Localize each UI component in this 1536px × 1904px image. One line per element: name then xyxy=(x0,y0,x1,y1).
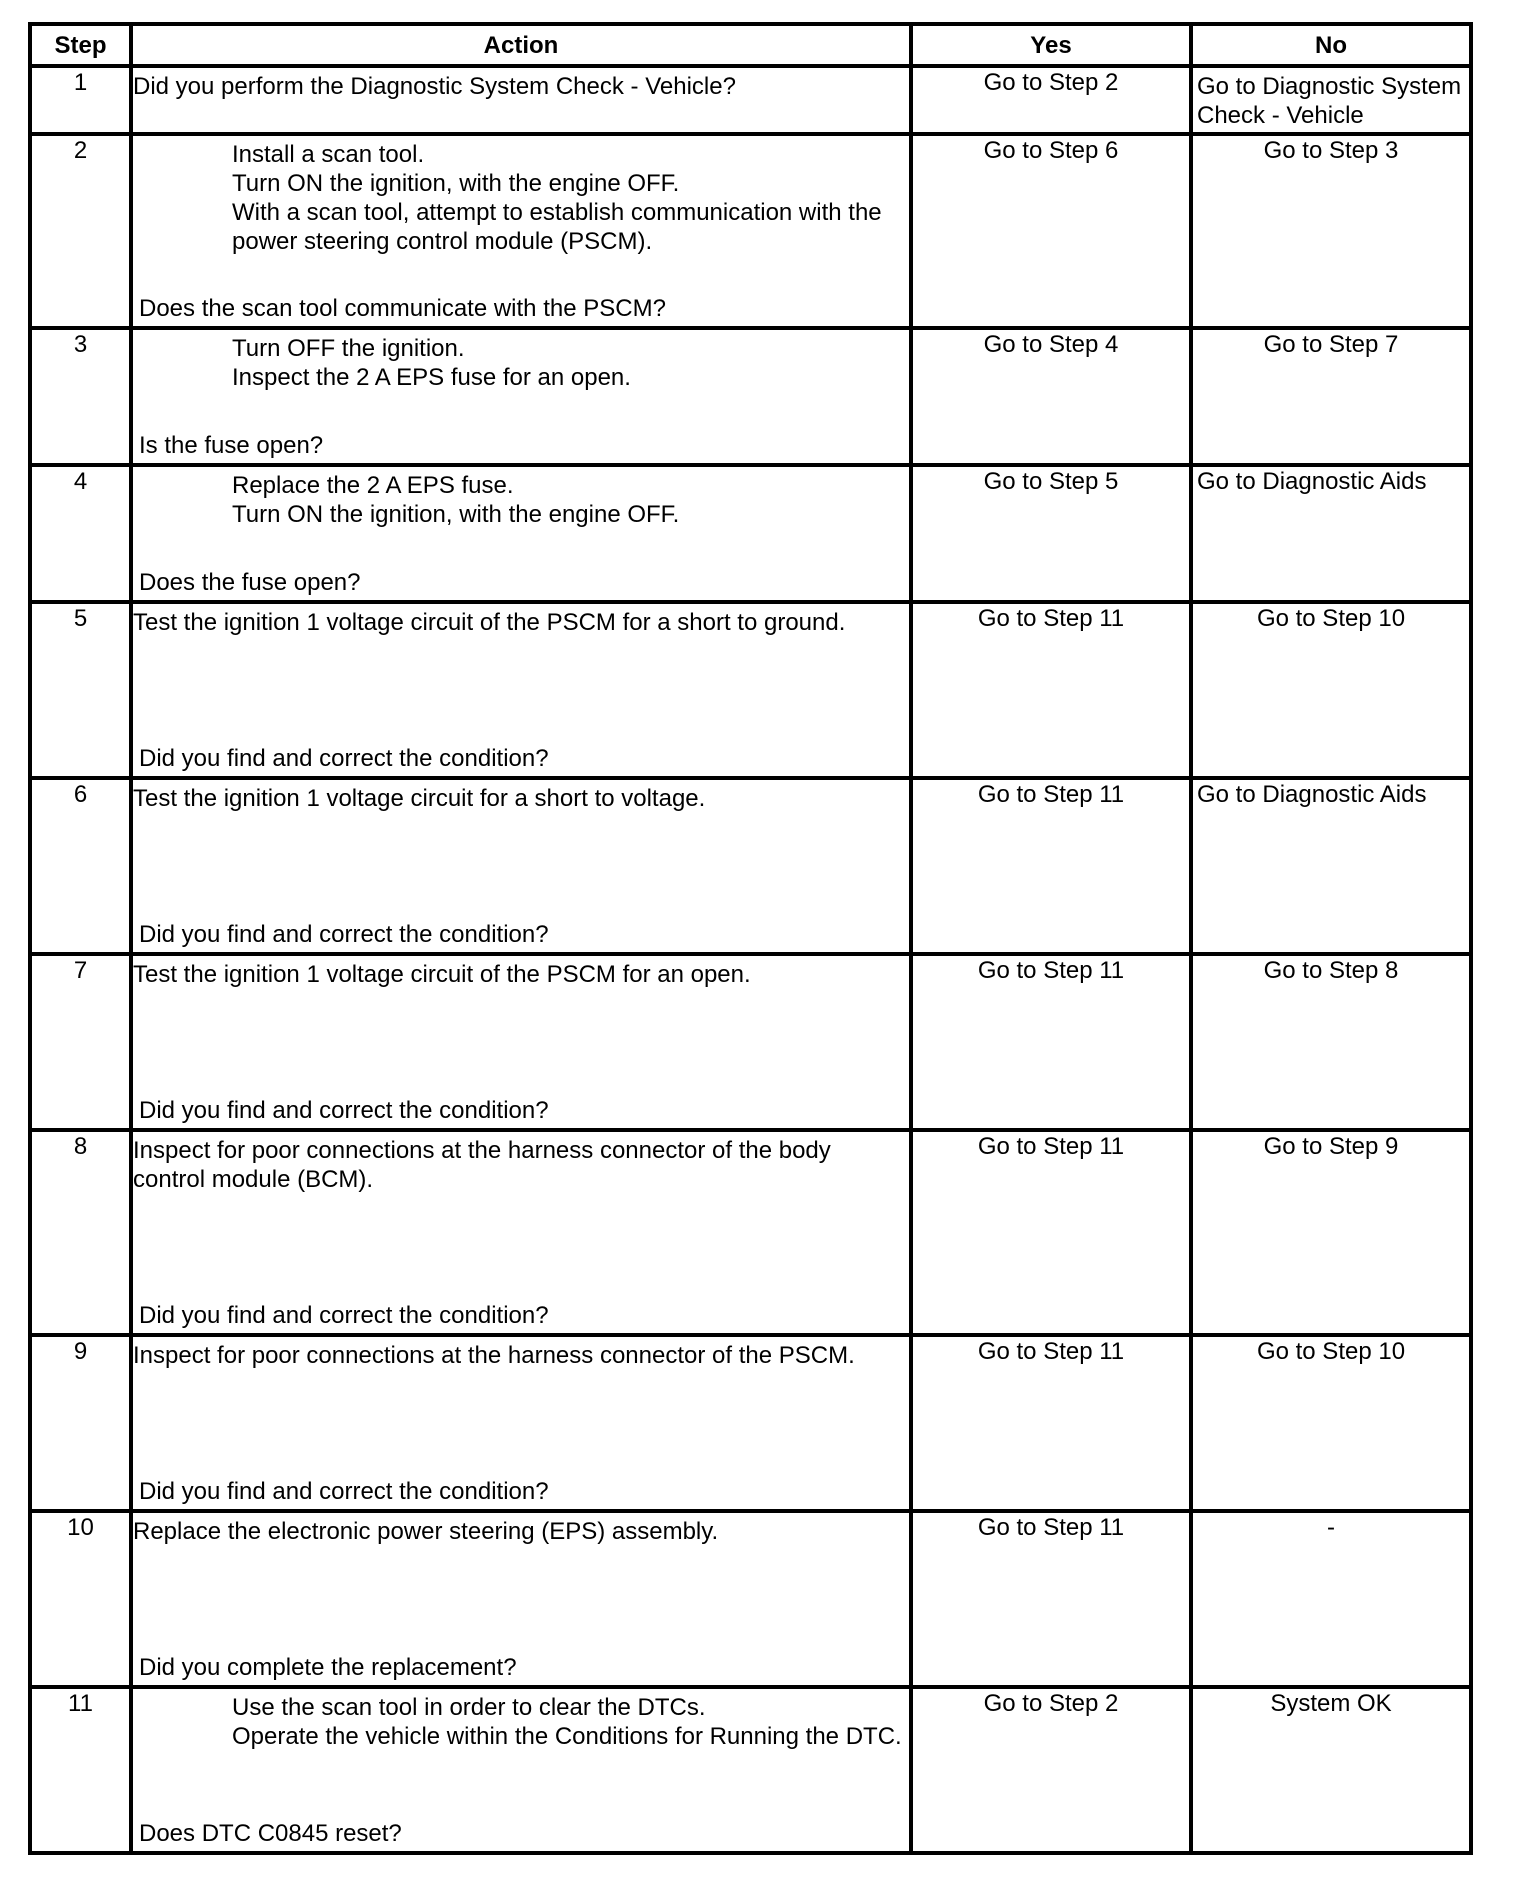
yes-result: Go to Step 11 xyxy=(911,1511,1191,1687)
step-number: 5 xyxy=(30,602,131,778)
no-result: Go to Step 3 xyxy=(1191,134,1471,328)
no-result: Go to Step 9 xyxy=(1191,1130,1471,1335)
action-text: Test the ignition 1 voltage circuit of the PSCM for an open. xyxy=(133,961,751,988)
yes-result: Go to Step 11 xyxy=(911,1335,1191,1511)
step-number: 7 xyxy=(30,954,131,1130)
action-substep: Turn OFF the ignition. xyxy=(232,335,465,362)
table-row xyxy=(30,328,1471,465)
action-text: Test the ignition 1 voltage circuit for a short to voltage. xyxy=(133,785,706,812)
yes-result: Go to Step 11 xyxy=(911,1130,1191,1335)
action-question: Did you find and correct the condition? xyxy=(139,921,549,948)
action-question: Did you find and correct the condition? xyxy=(139,745,549,772)
action-cell xyxy=(131,1511,911,1687)
action-substep: With a scan tool, attempt to establish communication with the power steering control module (PSCM). xyxy=(232,199,882,255)
table-row xyxy=(30,1511,1471,1687)
yes-result: Go to Step 5 xyxy=(911,465,1191,602)
action-substep: Inspect the 2 A EPS fuse for an open. xyxy=(232,364,631,391)
action-cell xyxy=(131,465,911,602)
no-result: Go to Diagnostic System Check - Vehicle xyxy=(1191,66,1471,134)
table-row xyxy=(30,1687,1471,1853)
no-result: System OK xyxy=(1191,1687,1471,1853)
step-number: 10 xyxy=(30,1511,131,1687)
table-row xyxy=(30,602,1471,778)
yes-result: Go to Step 4 xyxy=(911,328,1191,465)
action-question: Did you find and correct the condition? xyxy=(139,1097,549,1124)
step-number: 6 xyxy=(30,778,131,954)
action-cell xyxy=(131,602,911,778)
action-text: Inspect for poor connections at the harness connector of the PSCM. xyxy=(133,1342,855,1369)
yes-result: Go to Step 2 xyxy=(911,1687,1191,1853)
action-substep: Install a scan tool. xyxy=(232,141,425,168)
action-cell xyxy=(131,134,911,328)
no-result: Go to Step 8 xyxy=(1191,954,1471,1130)
step-number: 9 xyxy=(30,1335,131,1511)
step-number: 8 xyxy=(30,1130,131,1335)
action-substep: Turn ON the ignition, with the engine OFF. xyxy=(232,501,680,528)
table-row xyxy=(30,134,1471,328)
action-cell xyxy=(131,954,911,1130)
step-number: 4 xyxy=(30,465,131,602)
table-row xyxy=(30,66,1471,134)
table-row xyxy=(30,1335,1471,1511)
no-result: Go to Step 7 xyxy=(1191,328,1471,465)
action-cell xyxy=(131,778,911,954)
action-question: Is the fuse open? xyxy=(139,432,324,459)
action-cell xyxy=(131,1335,911,1511)
action-text: Test the ignition 1 voltage circuit of the PSCM for a short to ground. xyxy=(133,609,846,636)
action-cell xyxy=(131,1130,911,1335)
action-cell xyxy=(131,1687,911,1853)
action-substep: Operate the vehicle within the Conditions for Running the DTC. xyxy=(232,1723,902,1750)
action-question: Does the fuse open? xyxy=(139,569,361,596)
table-row xyxy=(30,1130,1471,1335)
action-question: Did you find and correct the condition? xyxy=(139,1302,549,1329)
action-question: Does DTC C0845 reset? xyxy=(139,1820,402,1847)
table-row xyxy=(30,465,1471,602)
step-number: 11 xyxy=(30,1687,131,1853)
table-row xyxy=(30,778,1471,954)
action-text: Did you perform the Diagnostic System Check - Vehicle? xyxy=(133,73,736,100)
action-text: Replace the electronic power steering (EPS) assembly. xyxy=(133,1518,719,1545)
step-number: 1 xyxy=(30,66,131,134)
action-substep: Turn ON the ignition, with the engine OFF. xyxy=(232,170,680,197)
no-result: Go to Diagnostic Aids xyxy=(1191,465,1471,602)
step-number: 3 xyxy=(30,328,131,465)
action-question: Does the scan tool communicate with the PSCM? xyxy=(139,295,666,322)
action-substep: Replace the 2 A EPS fuse. xyxy=(232,472,514,499)
no-result: Go to Step 10 xyxy=(1191,1335,1471,1511)
no-result: - xyxy=(1191,1511,1471,1687)
no-result: Go to Step 10 xyxy=(1191,602,1471,778)
yes-result: Go to Step 6 xyxy=(911,134,1191,328)
action-cell xyxy=(131,66,911,134)
action-question: Did you complete the replacement? xyxy=(139,1654,517,1681)
table-row xyxy=(30,954,1471,1130)
diagnostic-table xyxy=(28,22,1473,1855)
yes-result: Go to Step 2 xyxy=(911,66,1191,134)
header-no: No xyxy=(1191,24,1471,66)
yes-result: Go to Step 11 xyxy=(911,602,1191,778)
yes-result: Go to Step 11 xyxy=(911,954,1191,1130)
action-text: Inspect for poor connections at the harness connector of the body control module (BCM). xyxy=(133,1137,831,1193)
header-row xyxy=(30,24,1471,66)
yes-result: Go to Step 11 xyxy=(911,778,1191,954)
header-step: Step xyxy=(30,24,131,66)
no-result: Go to Diagnostic Aids xyxy=(1191,778,1471,954)
step-number: 2 xyxy=(30,134,131,328)
action-cell xyxy=(131,328,911,465)
header-yes: Yes xyxy=(911,24,1191,66)
action-substep: Use the scan tool in order to clear the DTCs. xyxy=(232,1694,706,1721)
action-question: Did you find and correct the condition? xyxy=(139,1478,549,1505)
header-action: Action xyxy=(131,24,911,66)
